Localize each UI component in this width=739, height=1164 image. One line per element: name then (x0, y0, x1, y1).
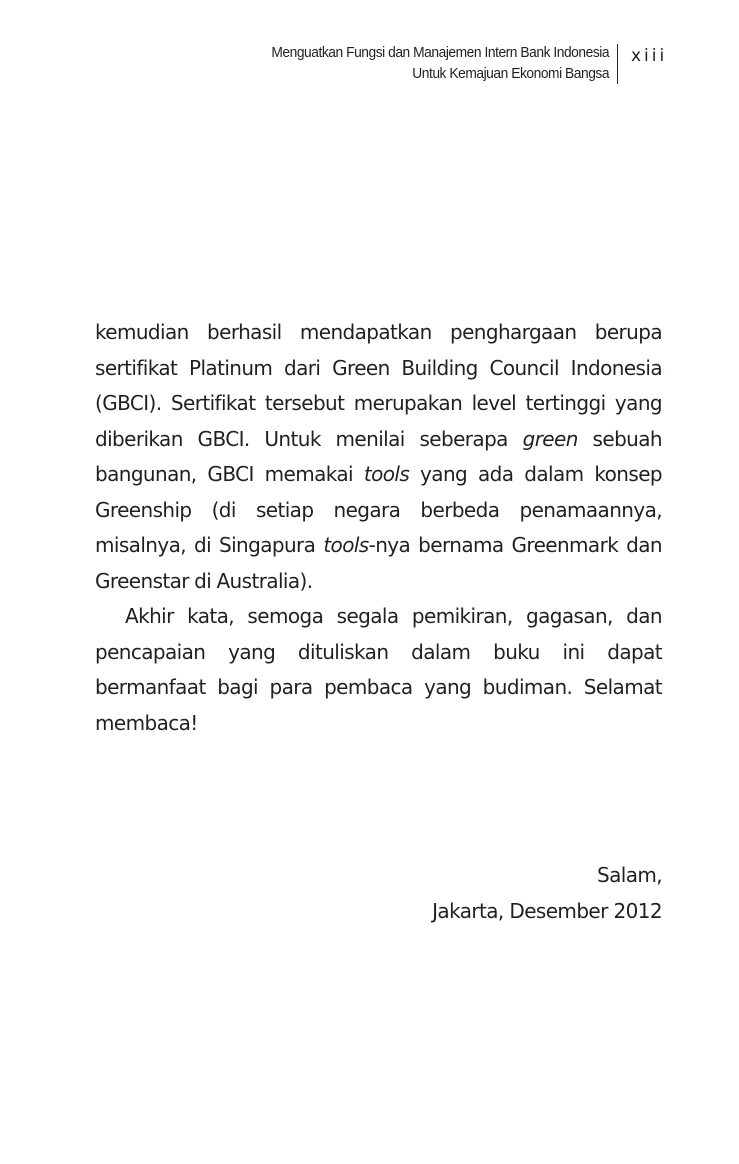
page-number: xiii (631, 46, 668, 66)
paragraph-1-seg: yang ada dalam konsep Greenship (di setiap negara berbeda penamaannya, misalnya, di Singapura (95, 462, 662, 557)
place-date: Jakarta, Desember 2012 (432, 899, 662, 923)
running-header (0, 42, 739, 86)
running-title-line-1: Menguatkan Fungsi dan Manajemen Intern Bank Indonesia (271, 44, 609, 61)
running-title (271, 42, 609, 84)
paragraph-1-seg-italic: tools (323, 533, 369, 557)
salutation: Salam, (596, 863, 662, 887)
running-title-line-2: Untuk Kemajuan Ekonomi Bangsa (412, 65, 609, 82)
paragraph-1-seg-italic: tools (363, 462, 410, 486)
body-text (95, 315, 662, 741)
paragraph-1 (95, 315, 662, 599)
paragraph-1-seg: sebuah bangunan, GBCI memakai (95, 426, 662, 486)
paragraph-1-seg: kemudian berhasil mendapatkan penghargaan berupa sertifikat Platinum dari Green Building Council Indonesia (GBCI). Sertifikat tersebut merupakan level tertinggi yang diberikan GBCI. Untuk menilai seberapa (95, 320, 662, 451)
paragraph-2: Akhir kata, semoga segala pemikiran, gagasan, dan pencapaian yang dituliskan dalam buku ini dapat bermanfaat bagi para pembaca yang budiman. Selamat membaca! (95, 604, 662, 735)
closing-signature (432, 857, 662, 929)
paragraph-1-seg-italic: green (522, 426, 578, 451)
paragraph-1-seg: -nya bernama Greenmark dan Greenstar di Australia). (95, 533, 662, 593)
header-divider (617, 44, 618, 84)
